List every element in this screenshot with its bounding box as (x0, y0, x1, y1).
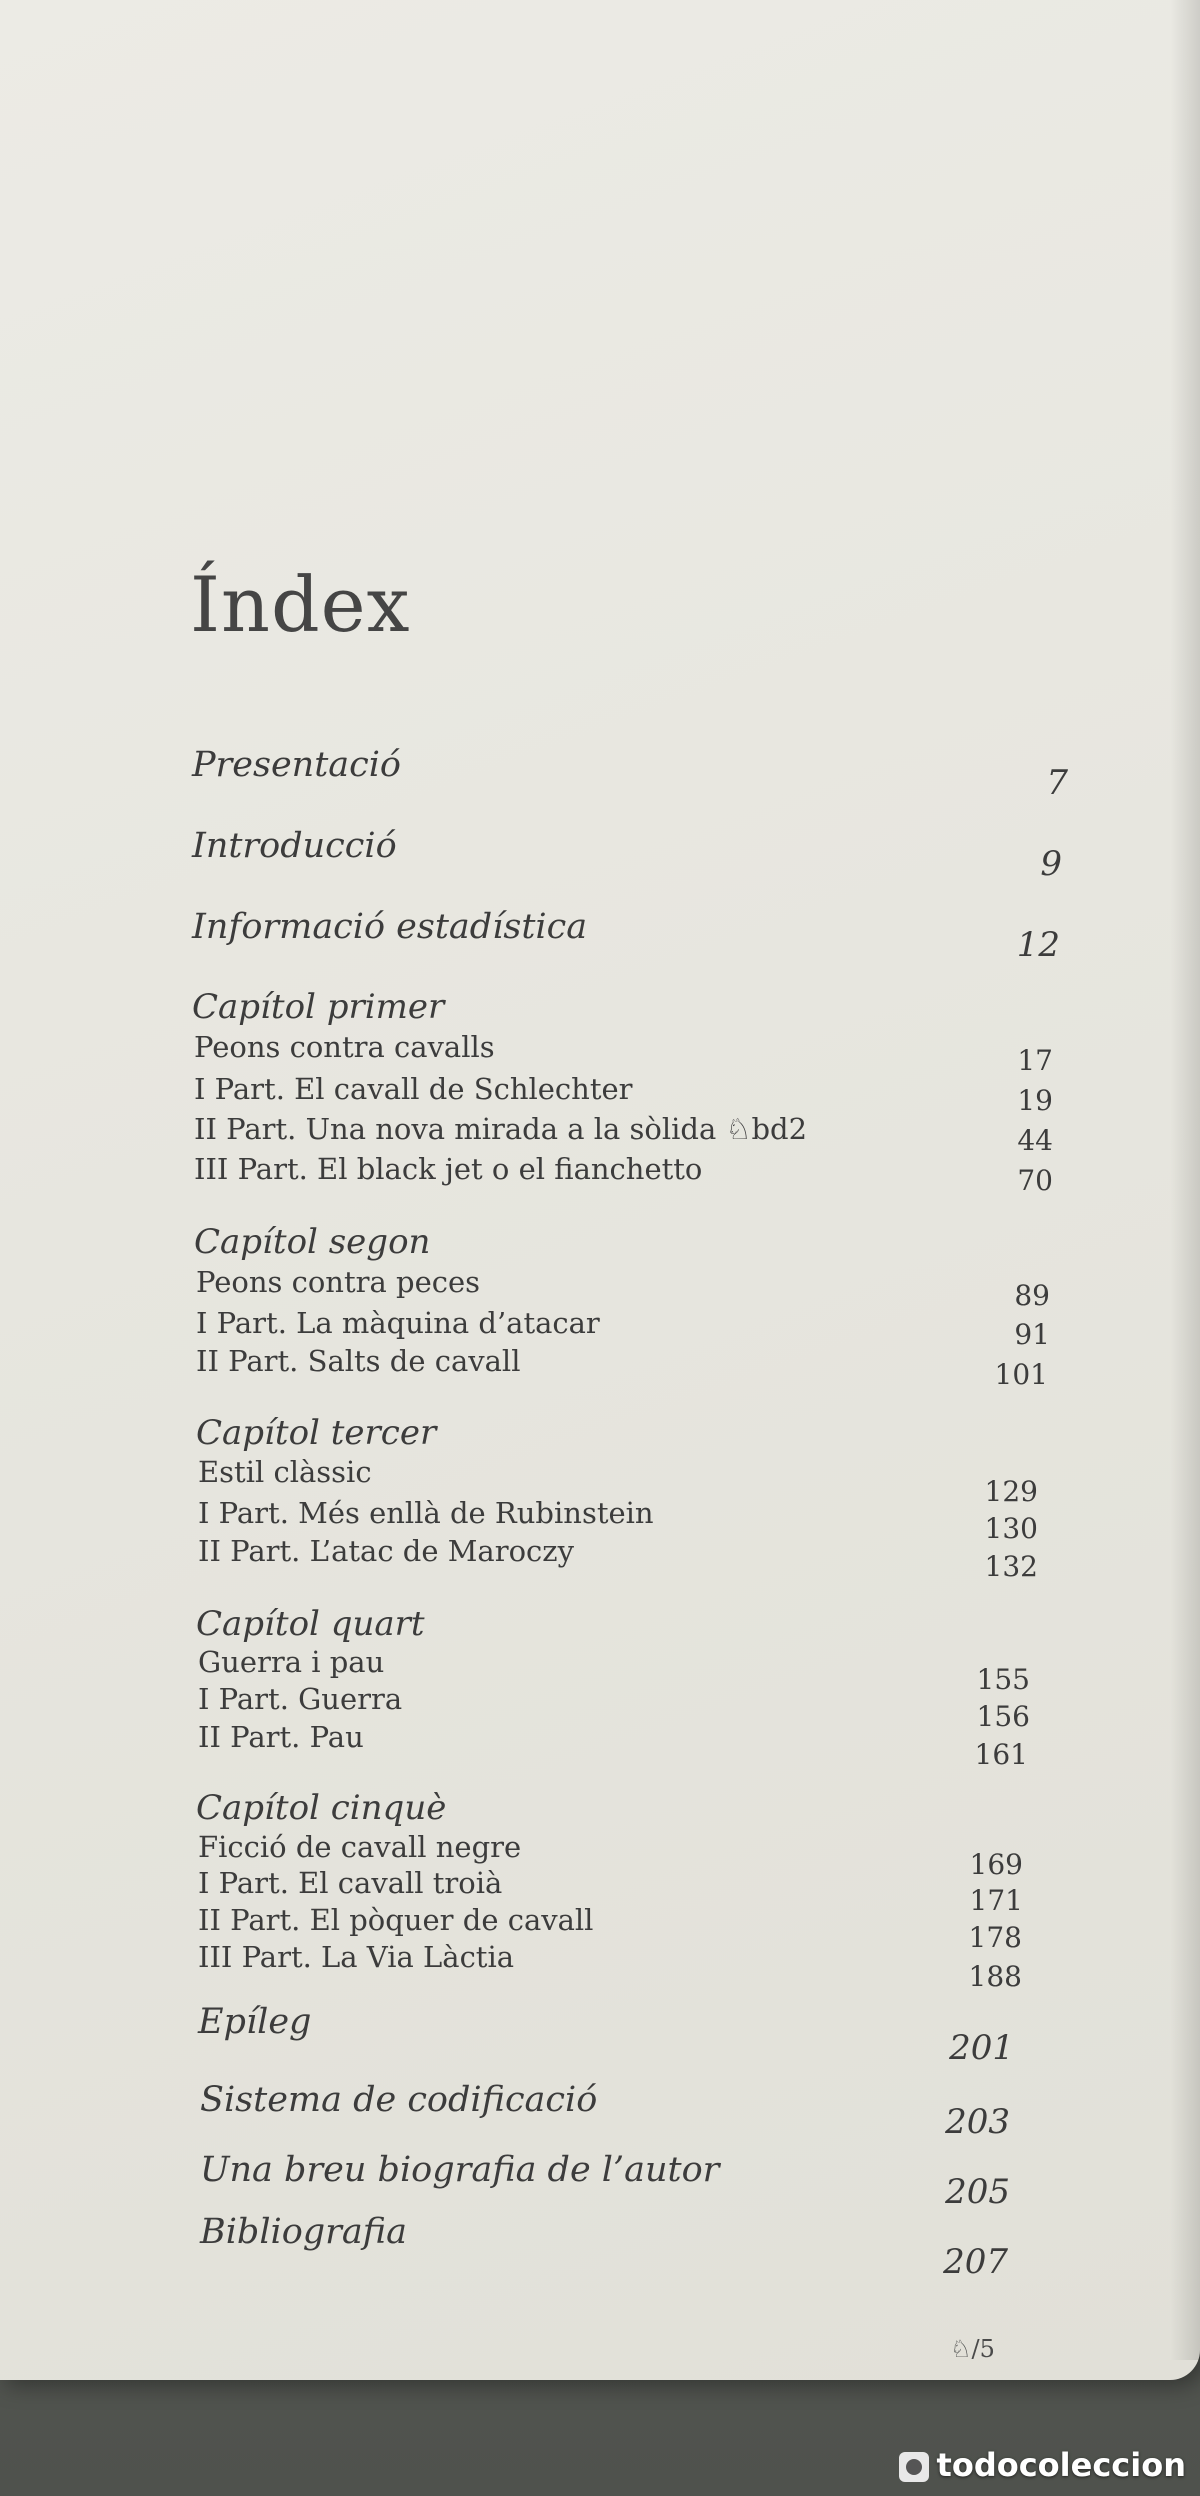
watermark (899, 2446, 1186, 2484)
toc-subentry-page: 156 (976, 1700, 1030, 1733)
toc-subentry-page: 169 (969, 1848, 1023, 1881)
toc-subentry-page: 19 (1017, 1084, 1053, 1117)
toc-subentry-label: I Part. Més enllà de Rubinstein (198, 1496, 654, 1530)
toc-entry-label: Sistema de codificació (200, 2080, 598, 2120)
toc-entry-page: 203 (945, 2102, 1010, 2142)
watermark-text: todocoleccion (936, 2446, 1186, 2484)
chapter-heading: Capítol cinquè (196, 1788, 447, 1828)
toc-entry-page: 12 (1016, 925, 1060, 965)
toc-subentry-label: III Part. El black jet o el fianchetto (194, 1152, 703, 1186)
toc-subentry-page: 130 (984, 1512, 1038, 1545)
toc-subentry-label: I Part. La màquina d’atacar (196, 1306, 600, 1340)
page-title: Índex (190, 560, 411, 649)
toc-entry-page: 7 (1046, 763, 1068, 803)
toc-subentry-page: 89 (1014, 1279, 1050, 1312)
toc-subentry-label: II Part. L’atac de Maroczy (198, 1534, 574, 1568)
toc-subentry-label: II Part. El pòquer de cavall (198, 1903, 594, 1937)
toc-entry-page: 207 (943, 2242, 1008, 2282)
toc-subentry-page: 91 (1014, 1318, 1050, 1351)
toc-subentry-page: 155 (976, 1663, 1030, 1696)
page-edge-shadow (1170, 0, 1200, 2360)
toc-subentry-label: Ficció de cavall negre (198, 1830, 522, 1864)
toc-subentry-label: Guerra i pau (198, 1645, 385, 1679)
toc-subentry-page: 70 (1017, 1164, 1053, 1197)
toc-entry-page: 205 (945, 2172, 1010, 2212)
toc-subentry-label: I Part. Guerra (198, 1682, 403, 1716)
chapter-heading: Capítol primer (192, 987, 445, 1027)
toc-entry-label: Epíleg (198, 2002, 312, 2042)
chapter-heading: Capítol quart (196, 1604, 425, 1644)
toc-entry-page: 9 (1040, 844, 1062, 884)
toc-subentry-label: Estil clàssic (198, 1455, 372, 1489)
toc-entry-label: Bibliografia (200, 2212, 407, 2252)
toc-entry-label: Una breu biografia de l’autor (200, 2150, 720, 2190)
toc-subentry-page: 171 (969, 1884, 1023, 1917)
toc-subentry-page: 129 (984, 1475, 1038, 1508)
toc-subentry-page: 132 (984, 1550, 1038, 1583)
toc-subentry-label: I Part. El cavall de Schlechter (194, 1072, 633, 1106)
toc-subentry-page: 188 (968, 1960, 1022, 1993)
toc-subentry-page: 17 (1017, 1044, 1053, 1077)
page-folio: ♘/5 (950, 2335, 995, 2363)
toc-subentry-label: II Part. Pau (198, 1720, 364, 1754)
watermark-logo-icon (899, 2452, 929, 2482)
toc-entry-page: 201 (949, 2028, 1014, 2068)
toc-subentry-label: Peons contra cavalls (194, 1030, 495, 1064)
toc-entry-label: Presentació (192, 745, 402, 785)
toc-subentry-label: III Part. La Via Làctia (198, 1940, 515, 1974)
chapter-heading: Capítol tercer (196, 1413, 437, 1453)
toc-subentry-page: 178 (968, 1921, 1022, 1954)
toc-entry-label: Informació estadística (192, 907, 588, 947)
toc-subentry-page: 161 (974, 1738, 1028, 1771)
chapter-heading: Capítol segon (194, 1222, 431, 1262)
toc-subentry-label: II Part. Una nova mirada a la sòlida ♘bd2 (194, 1112, 808, 1146)
toc-subentry-label: Peons contra peces (196, 1265, 481, 1299)
toc-subentry-page: 44 (1017, 1124, 1053, 1157)
toc-subentry-page: 101 (994, 1358, 1048, 1391)
toc-subentry-label: II Part. Salts de cavall (196, 1344, 521, 1378)
toc-subentry-label: I Part. El cavall troià (198, 1866, 503, 1900)
toc-entry-label: Introducció (192, 826, 397, 866)
